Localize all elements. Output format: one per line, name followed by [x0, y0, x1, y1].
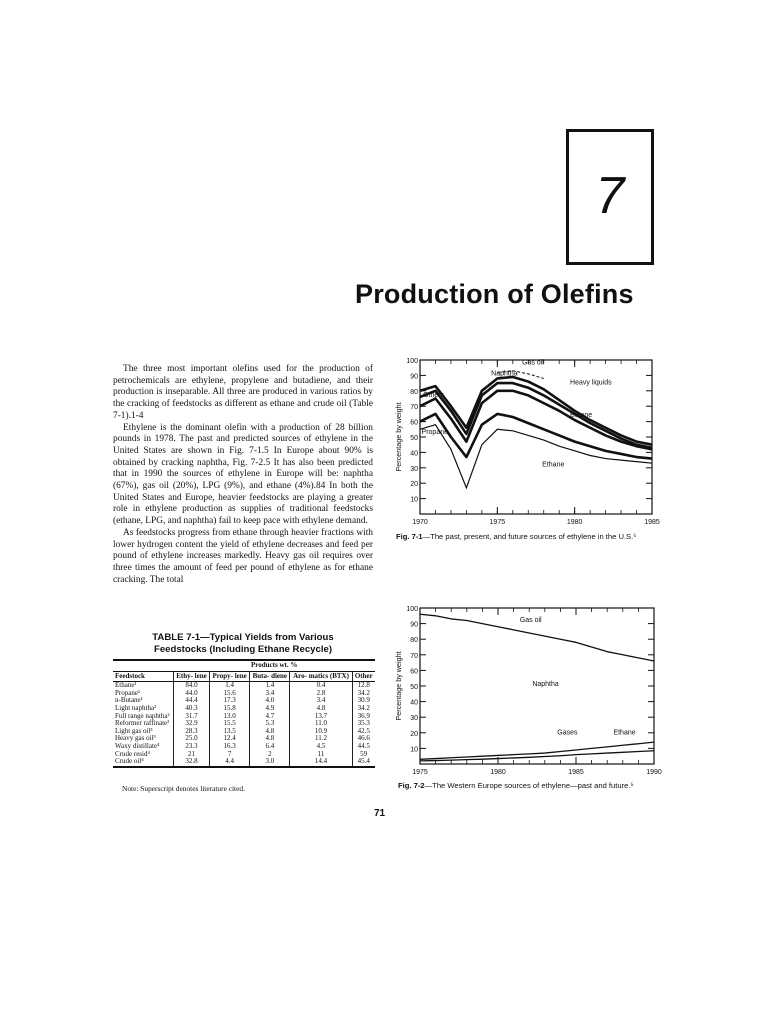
y-tick-label: 20 [410, 481, 418, 489]
region-label: Propane [421, 428, 449, 436]
series-line [420, 751, 654, 761]
y-tick-label: 80 [410, 637, 418, 645]
y-tick-label: 40 [410, 450, 418, 458]
table-value-cell: 2 [250, 751, 290, 759]
table-value-cell: 16.3 [210, 743, 250, 751]
table-row [113, 751, 375, 759]
region-label: Butane [570, 411, 593, 419]
page-number: 71 [374, 808, 386, 819]
table-value-cell: 45.4 [352, 758, 375, 767]
body-text [113, 364, 373, 586]
table-feedstock-cell: Ethane¹ [115, 681, 137, 690]
table-value-cell: 31.7 [173, 713, 209, 721]
table-value-cell: 4.7 [250, 713, 290, 721]
table-value-cell: 17.3 [210, 697, 250, 705]
table-value-cell: 15.6 [210, 690, 250, 698]
table-body [113, 682, 375, 767]
table-value-cell: 4.4 [210, 758, 250, 767]
table-feedstock-cell: Crude resid⁴ [115, 749, 150, 758]
y-tick-label: 70 [410, 652, 418, 660]
table-col-header: Ethy- lene [173, 671, 209, 682]
table-title-line-2: Feedstocks (Including Ethane Recycle) [153, 644, 333, 655]
table-col-header: Other [352, 671, 375, 682]
y-tick-label: 40 [410, 699, 418, 707]
table-feedstock-cell: n-Butane¹ [115, 696, 143, 705]
chapter-number: 7 [595, 167, 625, 225]
table-feedstock-cell: Light naphtha² [115, 703, 157, 712]
table-value-cell: 30.9 [352, 697, 375, 705]
region-label: Naphtha [491, 370, 518, 378]
table-col-header: Aro- matics (BTX) [290, 671, 352, 682]
table-row [113, 690, 375, 698]
table-value-cell: 13.5 [210, 728, 250, 736]
figure-7-1-text: —The past, present, and future sources of ethylene in the U.S.⁵ [422, 532, 637, 541]
table-value-cell: 11 [290, 751, 352, 759]
chapter-title: Production of Olefins [355, 279, 634, 309]
table-value-cell: 11.0 [290, 720, 352, 728]
figure-7-1-chart [392, 356, 660, 528]
table-value-cell: 4.5 [290, 743, 352, 751]
x-tick-label: 1975 [489, 519, 506, 526]
region-label: Gases [557, 729, 578, 737]
table-value-cell: 34.2 [352, 690, 375, 698]
table-value-cell: 34.2 [352, 705, 375, 713]
figure-7-2-text: —The Western Europe sources of ethylene—past and future.⁵ [424, 781, 634, 790]
table-group-header: Products wt. % [173, 660, 375, 671]
figure-7-1-label: Fig. 7-1 [396, 532, 423, 541]
region-label: Gas oil [519, 617, 542, 625]
table-value-cell: 5.3 [250, 720, 290, 728]
x-tick-label: 1985 [644, 519, 660, 526]
table-value-cell: 11.2 [290, 735, 352, 743]
table-row [113, 743, 375, 751]
y-tick-label: 50 [410, 684, 418, 691]
figure-7-2-caption [398, 781, 668, 791]
table-value-cell: 4.8 [250, 735, 290, 743]
table-value-cell: 32.8 [173, 758, 209, 767]
table-value-cell: 4.8 [250, 728, 290, 736]
region-label: Ethane [613, 729, 636, 737]
y-tick-label: 30 [410, 715, 418, 723]
y-tick-label: 100 [406, 358, 418, 365]
table-row [113, 758, 375, 767]
table-feedstock-cell: Light gas oil³ [115, 726, 153, 735]
table-feedstock-header: Feedstock [113, 671, 173, 682]
y-axis-label: Percentage by weight [394, 402, 403, 472]
table-title [113, 632, 373, 656]
x-tick-label: 1970 [412, 519, 428, 526]
figure-7-2-chart [392, 604, 662, 778]
table-value-cell: 1.4 [250, 682, 290, 690]
table-value-cell: 21 [173, 751, 209, 759]
table-value-cell: 3.4 [250, 690, 290, 698]
y-tick-label: 70 [410, 404, 418, 412]
table-value-cell: 7 [210, 751, 250, 759]
table-value-cell: 40.3 [173, 705, 209, 713]
y-tick-label: 50 [410, 435, 418, 442]
region-label: Naphtha [532, 681, 559, 688]
table-value-cell: 10.9 [290, 728, 352, 736]
chart-svg [392, 604, 662, 778]
region-label: Others [423, 391, 445, 399]
y-tick-label: 100 [406, 606, 418, 613]
table-value-cell: 2.8 [290, 690, 352, 698]
body-paragraph-3: As feedstocks progress from ethane through heavier fractions with lower hydrogen content the yield of ethylene decreases and feed per pound of ethylene increases markedly. Heavy gas oil requires over three times the amount of feed per pound of ethylene as for ethane cracking. The total [113, 527, 373, 585]
table-title-line-1: TABLE 7-1—Typical Yields from Various [152, 632, 334, 643]
table-value-cell: 44.4 [173, 697, 209, 705]
table-value-cell: 44.0 [173, 690, 209, 698]
table-value-cell: 4.8 [290, 705, 352, 713]
x-tick-label: 1990 [646, 769, 662, 776]
table-value-cell: 44.5 [352, 743, 375, 751]
chart-svg [392, 356, 660, 528]
table-value-cell: 15.5 [210, 720, 250, 728]
table-note: Note: Superscript denotes literature cited. [122, 784, 245, 793]
table-feedstock-cell: Waxy distillate⁴ [115, 741, 160, 750]
table-value-cell: 84.0 [173, 682, 209, 690]
table-feedstock-cell: Heavy gas oil³ [115, 734, 156, 743]
table-col-header: Buta- diene [250, 671, 290, 682]
y-tick-label: 10 [410, 496, 418, 504]
table-value-cell: 25.0 [173, 735, 209, 743]
table-feedstock-cell: Crude oil⁴ [113, 758, 173, 767]
table-value-cell: 23.3 [173, 743, 209, 751]
figure-7-1-caption [396, 532, 664, 542]
y-tick-label: 60 [410, 419, 418, 427]
figure-7-2-label: Fig. 7-2 [398, 781, 425, 790]
table-value-cell: 3.0 [250, 758, 290, 767]
y-axis-label: Percentage by weight [394, 651, 403, 721]
table-row [113, 682, 375, 690]
table-value-cell: 0.4 [290, 682, 352, 690]
table-value-cell: 42.5 [352, 728, 375, 736]
table-value-cell: 46.6 [352, 735, 375, 743]
chapter-number-box [566, 129, 654, 265]
table-corner [113, 660, 173, 671]
y-tick-label: 20 [410, 730, 418, 738]
y-tick-label: 10 [410, 746, 418, 754]
yields-table [113, 659, 375, 768]
table-value-cell: 1.4 [210, 682, 250, 690]
table-value-cell: 13.0 [210, 713, 250, 721]
table-col-header: Propy- lene [210, 671, 250, 682]
y-tick-label: 90 [410, 373, 418, 381]
table-value-cell: 59 [352, 751, 375, 759]
table-value-cell: 4.0 [250, 697, 290, 705]
table-value-cell: 14.4 [290, 758, 352, 767]
y-tick-label: 60 [410, 668, 418, 676]
y-tick-label: 80 [410, 388, 418, 396]
table-value-cell: 13.7 [290, 713, 352, 721]
table-value-cell: 36.9 [352, 713, 375, 721]
x-tick-label: 1980 [566, 519, 583, 526]
table-value-cell: 32.9 [173, 720, 209, 728]
table-feedstock-cell: Reformer raffinate² [115, 719, 170, 728]
y-tick-label: 30 [410, 465, 418, 473]
body-paragraph-1: The three most important olefins used for the production of petrochemicals are ethylene, propylene and butadiene, and their production is inseparable. All three are produced in various ratios by the cracking of feedstocks as different as ethane and crude oil (Table 7-1).1-4 [113, 364, 373, 421]
body-paragraph-2: Ethylene is the dominant olefin with a production of 28 billion pounds in 1978. The past and predicted sources of ethylene in the United States are shown in Fig. 7-1.5 In Europe about 90% is obtained by cracking naphtha, Fig. 7-2.5 It has also been predicted that in 1990 the sources of ethylene in Europe will be: naphtha (67%), gas oil (20%), LPG (9%), and ethane (4%).84 In both the United States and Europe, heavier feedstocks are playing a greater role in ethylene production as supplies of traditional feedstocks (ethane, LPG, and naphtha) fail to keep pace with ethylene demand. [113, 422, 373, 527]
table-value-cell: 28.3 [173, 728, 209, 736]
table-value-cell: 35.3 [352, 720, 375, 728]
table-value-cell: 15.8 [210, 705, 250, 713]
table-value-cell: 6.4 [250, 743, 290, 751]
table-value-cell: 4.9 [250, 705, 290, 713]
table-value-cell: 12.4 [210, 735, 250, 743]
table-value-cell: 12.8 [352, 682, 375, 690]
table-feedstock-cell: Full range naphtha² [115, 711, 170, 720]
x-tick-label: 1985 [568, 769, 584, 776]
region-label: Heavy liquids [570, 379, 612, 387]
x-tick-label: 1975 [412, 769, 428, 776]
y-tick-label: 90 [410, 621, 418, 629]
x-tick-label: 1980 [490, 769, 506, 776]
series-line [420, 377, 652, 445]
table-value-cell: 3.4 [290, 697, 352, 705]
region-label: Gas oil [522, 359, 544, 367]
table-feedstock-cell: Propane¹ [115, 688, 141, 697]
region-label: Ethane [542, 461, 565, 469]
